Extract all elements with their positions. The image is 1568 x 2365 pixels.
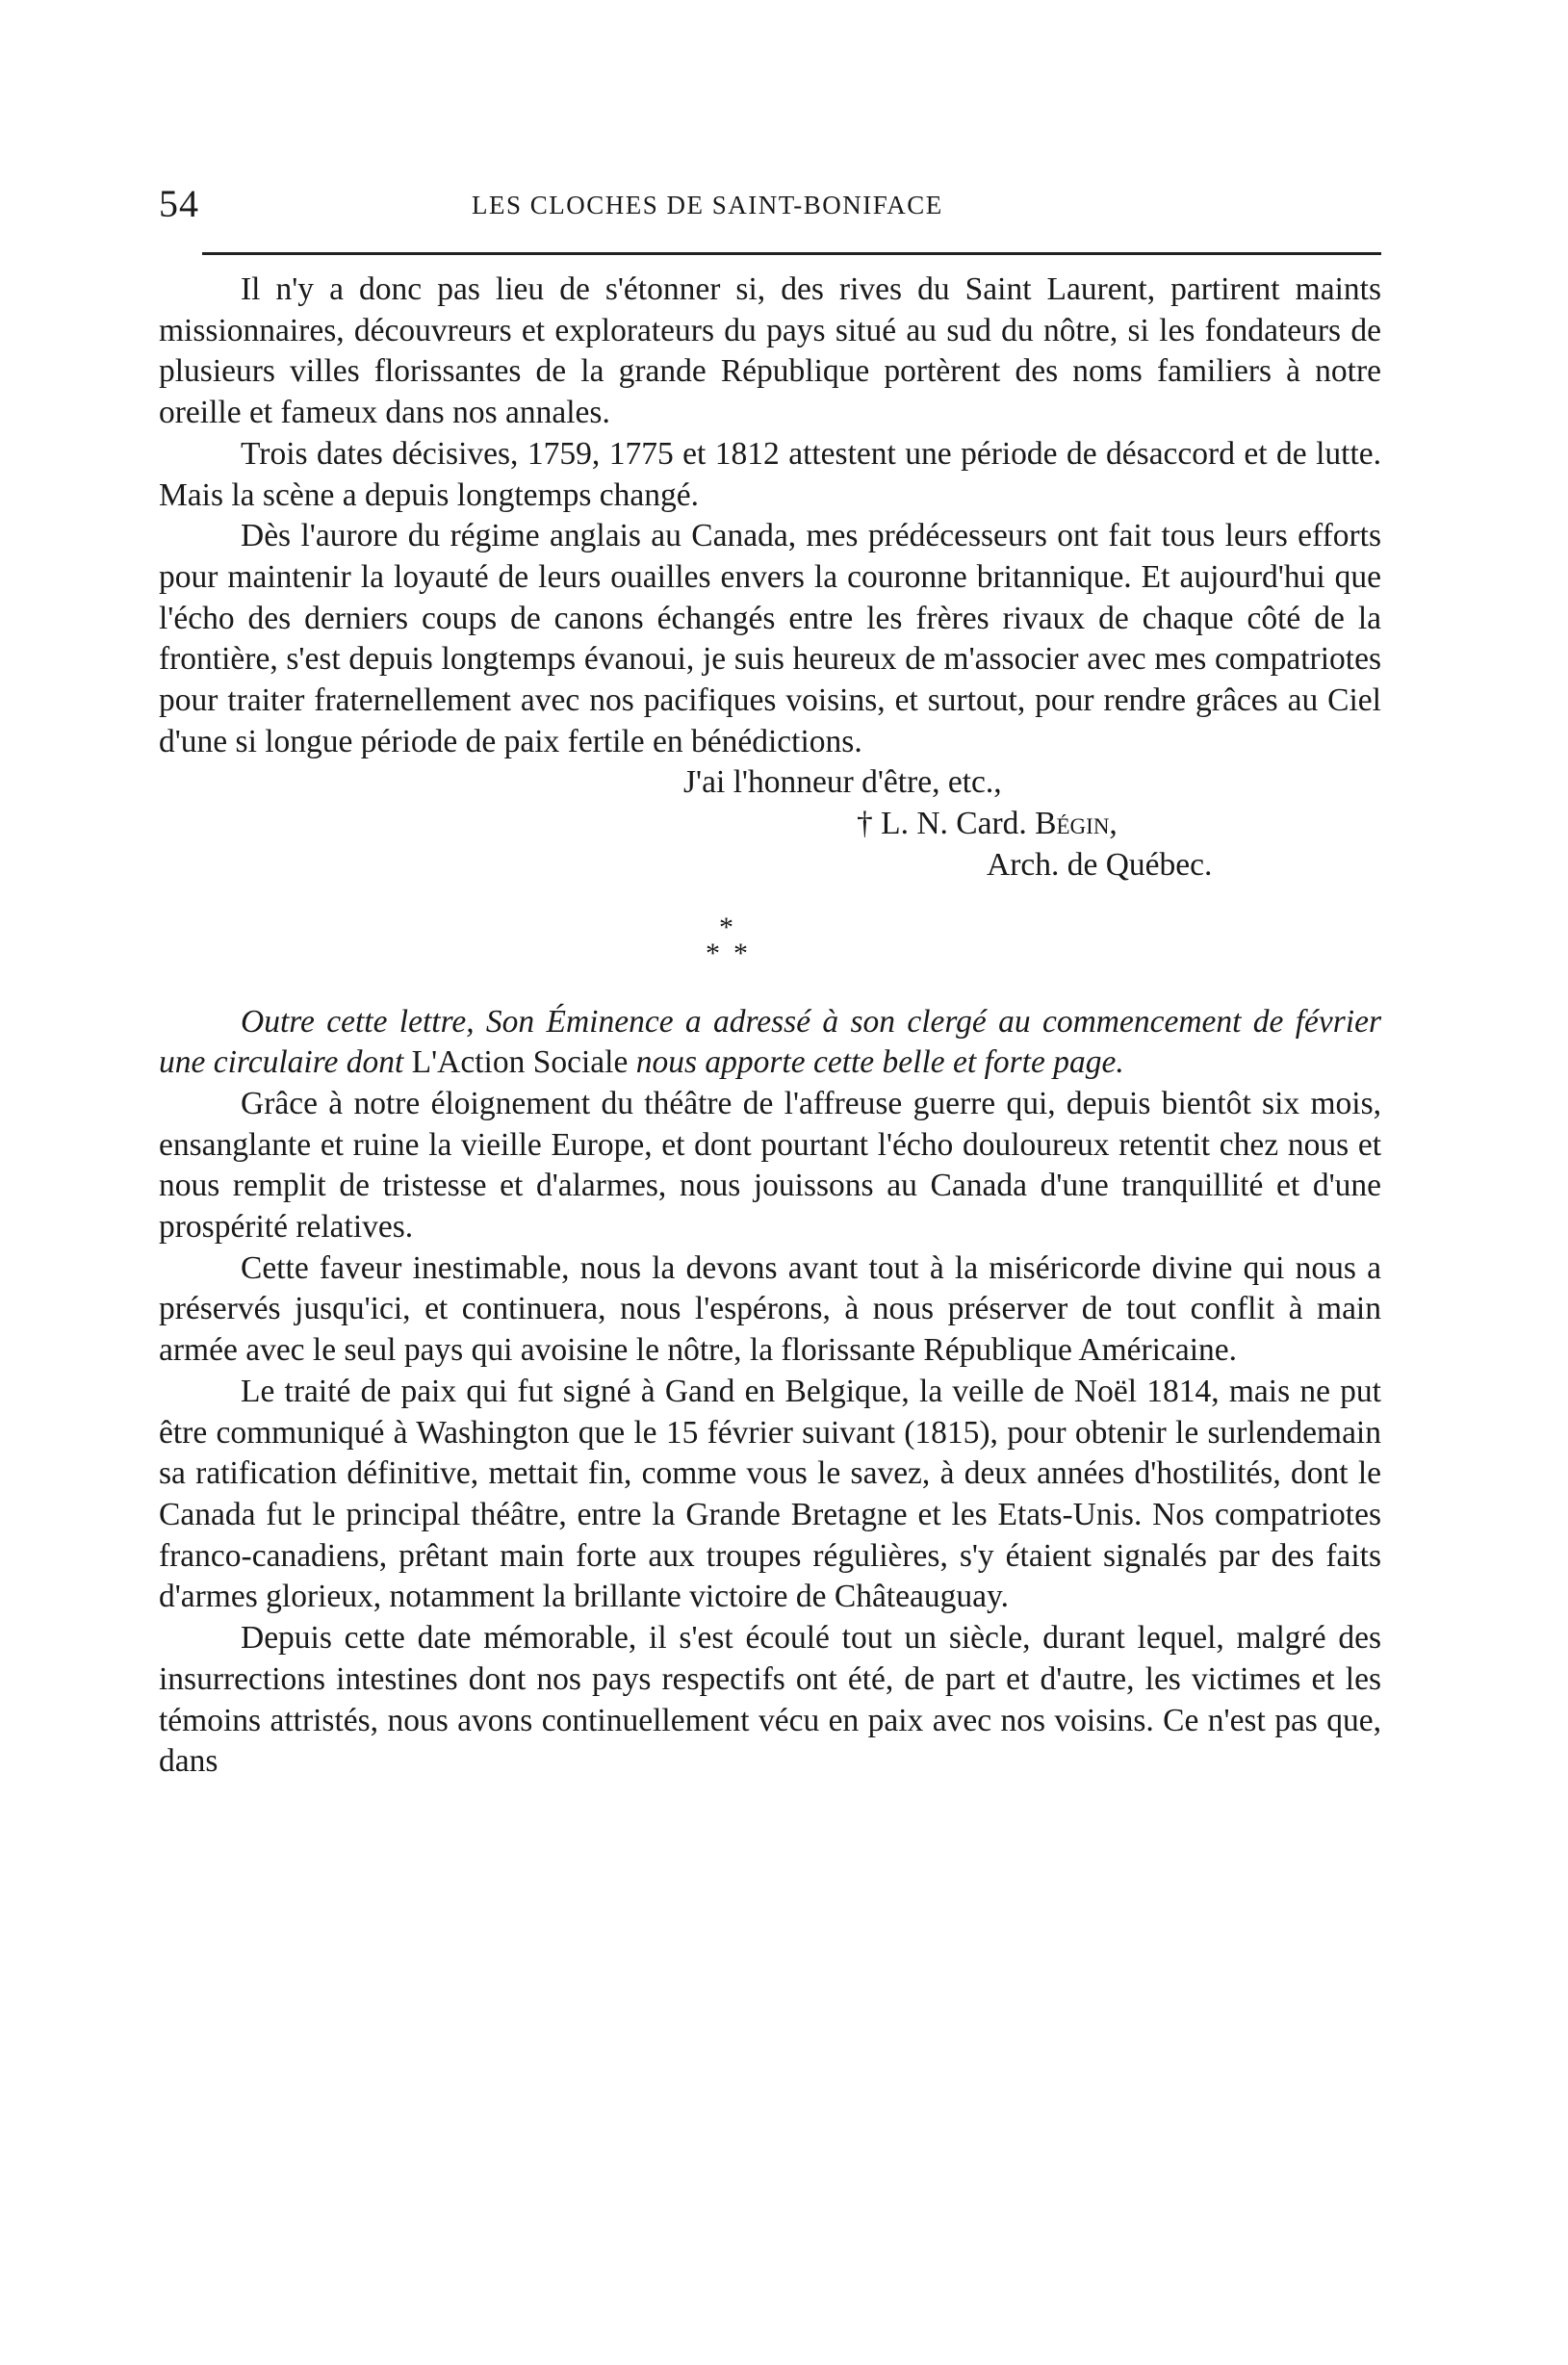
intro-italic-end: nous apporte cette belle et forte page. [628,1044,1124,1081]
letter-paragraph: Trois dates décisives, 1759, 1775 et 1812 attestent une période de désaccord et de lutte. Mais la scène a depuis longtemps changé. [159,435,1381,513]
signature-title: Arch. de Québec. [987,846,1213,883]
asterism-separator [159,887,1381,1002]
circular-paragraph: Grâce à notre éloignement du théâtre de l'affreuse guerre qui, depuis bientôt six mois, ensanglante et ruine la vieille Europe, et dont pourtant l'écho douloureux retentit chez nous et nous remplit de tristesse et d'alarmes, nous jouissons au Canada d'une tranquillité et d'une prospérité relatives. [159,1085,1381,1246]
signature [159,804,1381,845]
circular-paragraph: Depuis cette date mémorable, il s'est écoulé tout un siècle, durant lequel, malgré des insurrections intestines dont nos pays respectifs ont été, de part et d'autre, les victimes et les témoins attristés, nous avons continuellement vécu en paix avec nos voisins. Ce n'est pas que, dans [159,1620,1381,1780]
letter-section [159,270,1381,762]
header-rule [202,252,1381,255]
signature-name: Bégin, [1035,806,1118,842]
running-title: LES CLOCHES DE SAINT-BONIFACE [472,191,943,219]
page-number: 54 [159,182,199,225]
asterism-star: * [719,911,733,943]
page-header [159,181,1381,239]
circular-section [159,1084,1381,1783]
page-body [159,270,1381,1783]
intro-newspaper-name: L'Action Sociale [411,1044,629,1081]
letter-paragraph: Dès l'aurore du régime anglais au Canada, mes prédécesseurs ont fait tous leurs efforts pour maintenir la loyauté de leurs ouailles envers la couronne britannique. Et aujourd'hui que l'écho des derniers coups de canons échangés entre les frères rivaux de chaque côté de la frontière, s'est depuis longtemps évanoui, je suis heureux de m'associer avec mes compatriotes pour traiter fraternellement avec nos pacifiques voisins, et surtout, pour rendre grâces au Ciel d'une si longue période de paix fertile en bénédictions. [159,518,1381,759]
closing-formula: J'ai l'honneur d'être, etc., [683,764,1002,801]
circular-paragraph: Cette faveur inestimable, nous la devons avant tout à la miséricorde divine qui nous a préservés jusqu'ici, et continuera, nous l'espérons, à nous préserver de tout conflit à main armée avec le seul pays qui avoisine le nôtre, la florissante République Américaine. [159,1249,1381,1369]
intro-note [159,1002,1381,1084]
signature-prefix: † L. N. Card. [857,806,1036,842]
asterism-star: * [706,937,720,969]
circular-paragraph: Le traité de paix qui fut signé à Gand en Belgique, la veille de Noël 1814, mais ne put être communiqué à Washington que le 15 février suivant (1815), pour obtenir le surlendemain sa ratification définitive, mettait fin, comme vous le savez, à deux années d'hostilités, dont le Canada fut le principal théâtre, entre la Grande Bretagne et les Etats-Unis. Nos compatriotes franco-canadiens, prêtant main forte aux troupes régulières, s'y étaient signalés par des faits d'armes glorieux, notamment la brillante victoire de Châteauguay. [159,1373,1381,1615]
intro-italic-start: Outre cette lettre, Son Éminence a adressé à son clergé au commencement de février une circulaire dont [159,1003,1381,1081]
asterism-star: * [733,937,748,969]
letter-paragraph: Il n'y a donc pas lieu de s'étonner si, des rives du Saint Laurent, partirent maints missionnaires, découvreurs et explorateurs du pays situé au sud du nôtre, si les fondateurs de plusieurs villes florissantes de la grande République portèrent des noms familiers à notre oreille et fameux dans nos annales. [159,271,1381,431]
letter-signature-block [159,762,1381,886]
